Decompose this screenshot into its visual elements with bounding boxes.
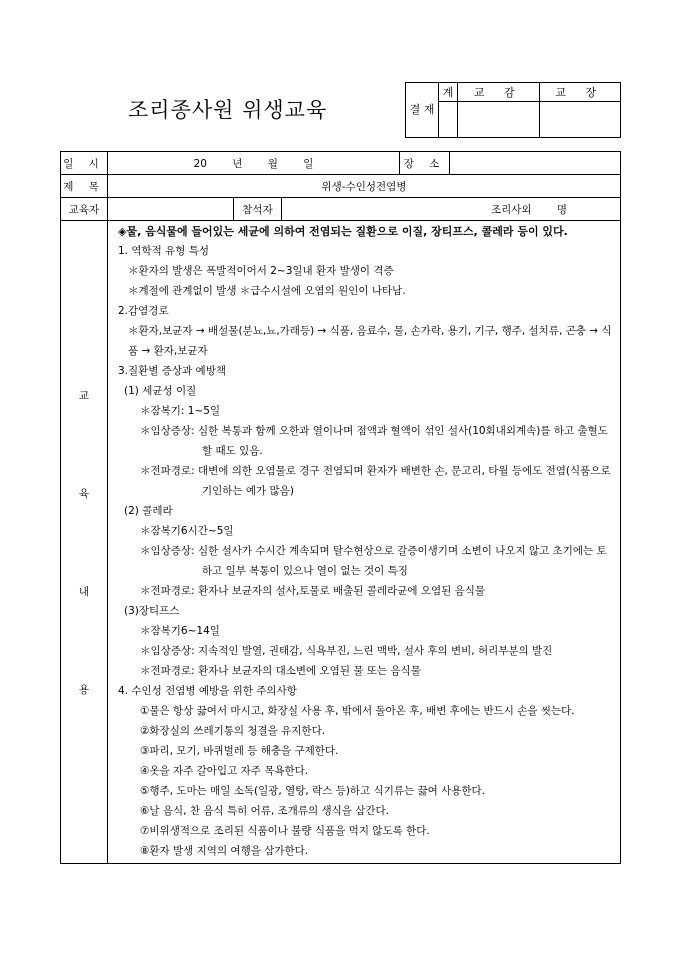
list-item: ＊환자의 발생은 폭발적이어서 2~3일내 환자 발생이 격증 (128, 265, 394, 277)
section-title: 1. 역학적 유형 특성 (118, 245, 210, 257)
list-item (118, 641, 612, 661)
place-value[interactable] (450, 152, 621, 175)
content-body (108, 221, 621, 864)
list-item: ＊잠복기6시간~5일 (140, 525, 234, 537)
intro-text: ◈물, 음식물에 들어있는 세균에 의하여 전염되는 질환으로 이질, 장티프스, 콜레라 등이 있다. (118, 225, 568, 238)
list-item: ①물은 항상 끓여서 마시고, 화장실 사용 후, 밖에서 돌아온 후, 배변 후에는 반드시 손을 씻는다. (140, 705, 575, 717)
education-form (60, 151, 621, 864)
approval-sign-1[interactable] (439, 102, 458, 138)
disease-title: (3)장티프스 (124, 605, 180, 617)
list-item: ⑧환자 발생 지역의 여행을 삼가한다. (140, 845, 309, 857)
list-item: ⑦비위생적으로 조리된 식품이나 불량 식품을 먹지 않도록 한다. (140, 825, 430, 837)
list-item: ③파리, 모기, 바퀴벌레 등 해충을 구제한다. (140, 745, 339, 757)
place-label: 장 소 (400, 152, 450, 175)
item-text: 대변에 의한 오염물로 경구 전염되며 환자가 배변한 손, 문고리, 타월 등에도 전염(식품으로 기인하는 예가 많음) (197, 465, 611, 497)
list-item (118, 541, 612, 581)
content-label (61, 221, 108, 864)
educator-label: 교육자 (61, 198, 108, 221)
list-item: ＊잠복기6~14일 (140, 625, 220, 637)
item-label: ＊임상증상: (140, 645, 195, 657)
approval-col-2: 교 감 (458, 83, 539, 102)
list-item: ＊전파경로: 환자나 보균자의 대소변에 오염된 물 또는 음식물 (140, 665, 421, 677)
subject-value[interactable]: 위생-수인성전염병 (108, 175, 621, 198)
list-item: ②화장실의 쓰레기통의 청결을 유지한다. (140, 725, 326, 737)
approval-sign-2[interactable] (458, 102, 539, 138)
subject-label: 제 목 (61, 175, 108, 198)
document-title: 조리종사원 위생교육 (128, 98, 328, 122)
content-label-char: 용 (78, 683, 90, 696)
attendee-value[interactable]: 조리사외 명 (282, 198, 621, 221)
item-text: 지속적인 발열, 권태감, 식욕부진, 느린 맥박, 설사 후의 변비, 허리부분의 발진 (197, 645, 553, 657)
approval-box (405, 82, 621, 138)
section-title: 2.감염경로 (118, 305, 169, 317)
content-label-char: 내 (78, 585, 90, 598)
list-item: ⑥날 음식, 찬 음식 특히 어류, 조개류의 생식을 삼간다. (140, 805, 389, 817)
disease-title: (2) 콜레라 (124, 505, 173, 517)
list-item: ＊전파경로: 환자나 보균자의 설사,토물로 배출된 콜레라균에 오염된 음식물 (140, 585, 486, 597)
list-item: ＊잠복기: 1~5일 (140, 405, 221, 417)
attendee-label: 참석자 (234, 198, 282, 221)
list-item: ⑤행주, 도마는 매일 소독(일광, 열탕, 락스 등)하고 식기류는 끓여 사용한다. (140, 785, 485, 797)
approval-col-3: 교 장 (539, 83, 620, 102)
list-item (118, 421, 612, 461)
item-label: ＊전파경로: (140, 465, 195, 477)
section-title: 4. 수인성 전염병 예방을 위한 주의사항 (118, 685, 297, 697)
approval-col-1: 계 (439, 83, 458, 102)
disease-title: (1) 세균성 이질 (124, 385, 197, 397)
educator-value[interactable] (108, 198, 234, 221)
content-label-char: 육 (78, 487, 90, 500)
list-item: ④옷을 자주 갈아입고 자주 목욕한다. (140, 765, 309, 777)
date-label: 일 시 (61, 152, 108, 175)
list-item (118, 461, 612, 501)
item-label: ＊임상증상: (140, 545, 195, 557)
list-item: ＊환자,보균자 → 배설물(분뇨,뇨,가래등) → 식품, 음료수, 물, 손가락, 용기, 기구, 행주, 설치류, 곤충 → 식품 → 환자,보균자 (128, 325, 612, 357)
date-value[interactable]: 20 년 월 일 (108, 152, 400, 175)
item-text: 심한 설사가 수시간 계속되며 탈수현상으로 갈증이생기며 소변이 나오지 않고 초기에는 토하고 일부 복통이 있으나 열이 없는 것이 특징 (197, 545, 607, 577)
approval-sign-3[interactable] (539, 102, 620, 138)
list-item: ＊계절에 관계없이 발생 ＊급수시설에 오염의 원인이 나타남. (128, 285, 406, 297)
approval-label: 결 재 (406, 83, 439, 138)
item-text: 심한 복통과 함께 오한과 열이나며 점액과 혈액이 섞인 설사(10회내외계속)를 하고 출혈도 할 때도 있음. (197, 425, 608, 457)
content-label-char: 교 (78, 389, 90, 402)
item-label: ＊임상증상: (140, 425, 195, 437)
section-title: 3.질환별 증상과 예방책 (118, 365, 226, 377)
